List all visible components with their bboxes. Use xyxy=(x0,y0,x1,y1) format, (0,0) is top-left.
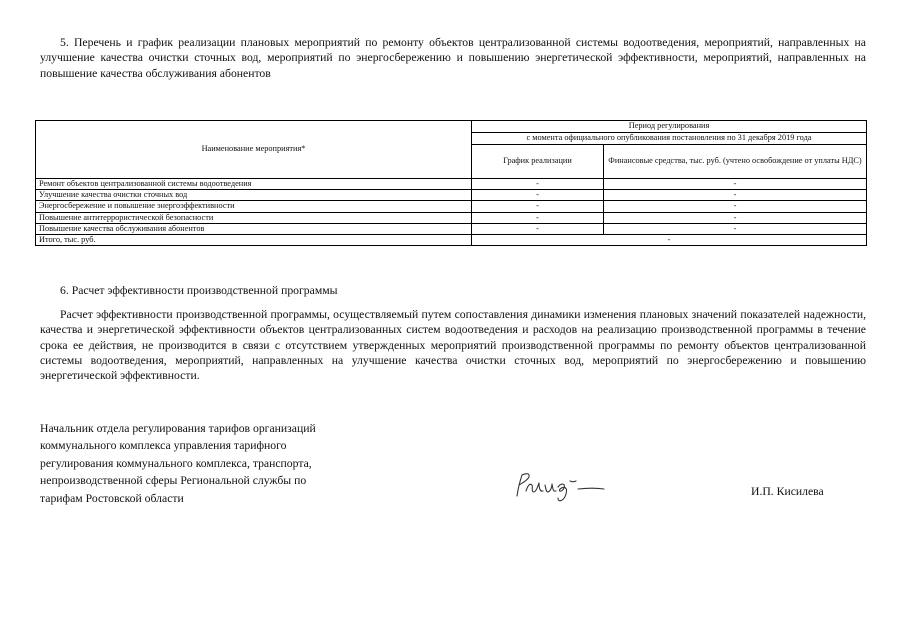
row-schedule: - xyxy=(472,179,604,190)
row-finance: - xyxy=(604,223,867,234)
table-row xyxy=(36,212,867,223)
row-name: Ремонт объектов централизованной системы водоотведения xyxy=(36,179,472,190)
section-5-heading: 5. Перечень и график реализации плановых мероприятий по ремонту объектов централизованной системы водоотведения, мероприятий, направленных на улучшение качества очистки сточных вод, мероприятий по энергосбережению и повышению энергетической эффективности, мероприятий, направленных на повышение качества обслуживания абонентов xyxy=(40,36,866,80)
row-name: Улучшение качества очистки сточных вод xyxy=(36,190,472,201)
header-period-dates: с момента официального опубликования постановления по 31 декабря 2019 года xyxy=(472,133,867,145)
activities-table xyxy=(35,120,867,246)
row-schedule: - xyxy=(472,201,604,212)
row-schedule: - xyxy=(472,212,604,223)
signatory-position xyxy=(40,420,370,507)
row-name: Повышение антитеррористической безопасности xyxy=(36,212,472,223)
position-line: регулирования коммунального комплекса, транспорта, xyxy=(40,456,312,470)
header-schedule: График реализации xyxy=(472,145,604,179)
table-row xyxy=(36,223,867,234)
signatory-name: И.П. Кисилева xyxy=(751,485,824,498)
row-name: Повышение качества обслуживания абонентов xyxy=(36,223,472,234)
row-finance: - xyxy=(604,212,867,223)
row-finance: - xyxy=(604,201,867,212)
row-name: Энергосбережение и повышение энергоэффективности xyxy=(36,201,472,212)
header-activity-name: Наименование мероприятия* xyxy=(36,121,472,179)
section-6-body: Расчет эффективности производственной программы, осуществляемый путем сопоставления динамики изменения плановых значений показателей надежности, качества и энергетической эффективности объектов централизованных систем водоотведения и расходов на реализацию производственной программы в течение срока ее действия, не производится в связи с отсутствием утвержденных мероприятий производственной программы по ремонту объектов централизованной системы водоотведения, мероприятий, направленных на улучшение качества очистки сточных вод, мероприятий по энергосбережению и повышению энергетической эффективности. xyxy=(40,308,866,383)
table-row xyxy=(36,179,867,190)
section-6-heading: 6. Расчет эффективности производственной программы xyxy=(60,284,338,297)
position-line: Начальник отдела регулирования тарифов организаций xyxy=(40,422,316,435)
total-label: Итого, тыс. руб. xyxy=(36,235,472,246)
table-total-row xyxy=(36,235,867,246)
handwritten-signature xyxy=(512,461,607,505)
row-schedule: - xyxy=(472,190,604,201)
table-row xyxy=(36,190,867,201)
header-finance: Финансовые средства, тыс. руб. (учтено освобождение от уплаты НДС) xyxy=(604,145,867,179)
position-line: непроизводственной сферы Региональной службы по xyxy=(40,474,307,488)
table-row xyxy=(36,201,867,212)
row-schedule: - xyxy=(472,223,604,234)
position-line: коммунального комплекса управления тарифного xyxy=(40,439,287,453)
row-finance: - xyxy=(604,190,867,201)
header-period: Период регулирования xyxy=(472,121,867,133)
total-value: - xyxy=(472,235,867,246)
row-finance: - xyxy=(604,179,867,190)
position-line: тарифам Ростовской области xyxy=(40,491,184,505)
